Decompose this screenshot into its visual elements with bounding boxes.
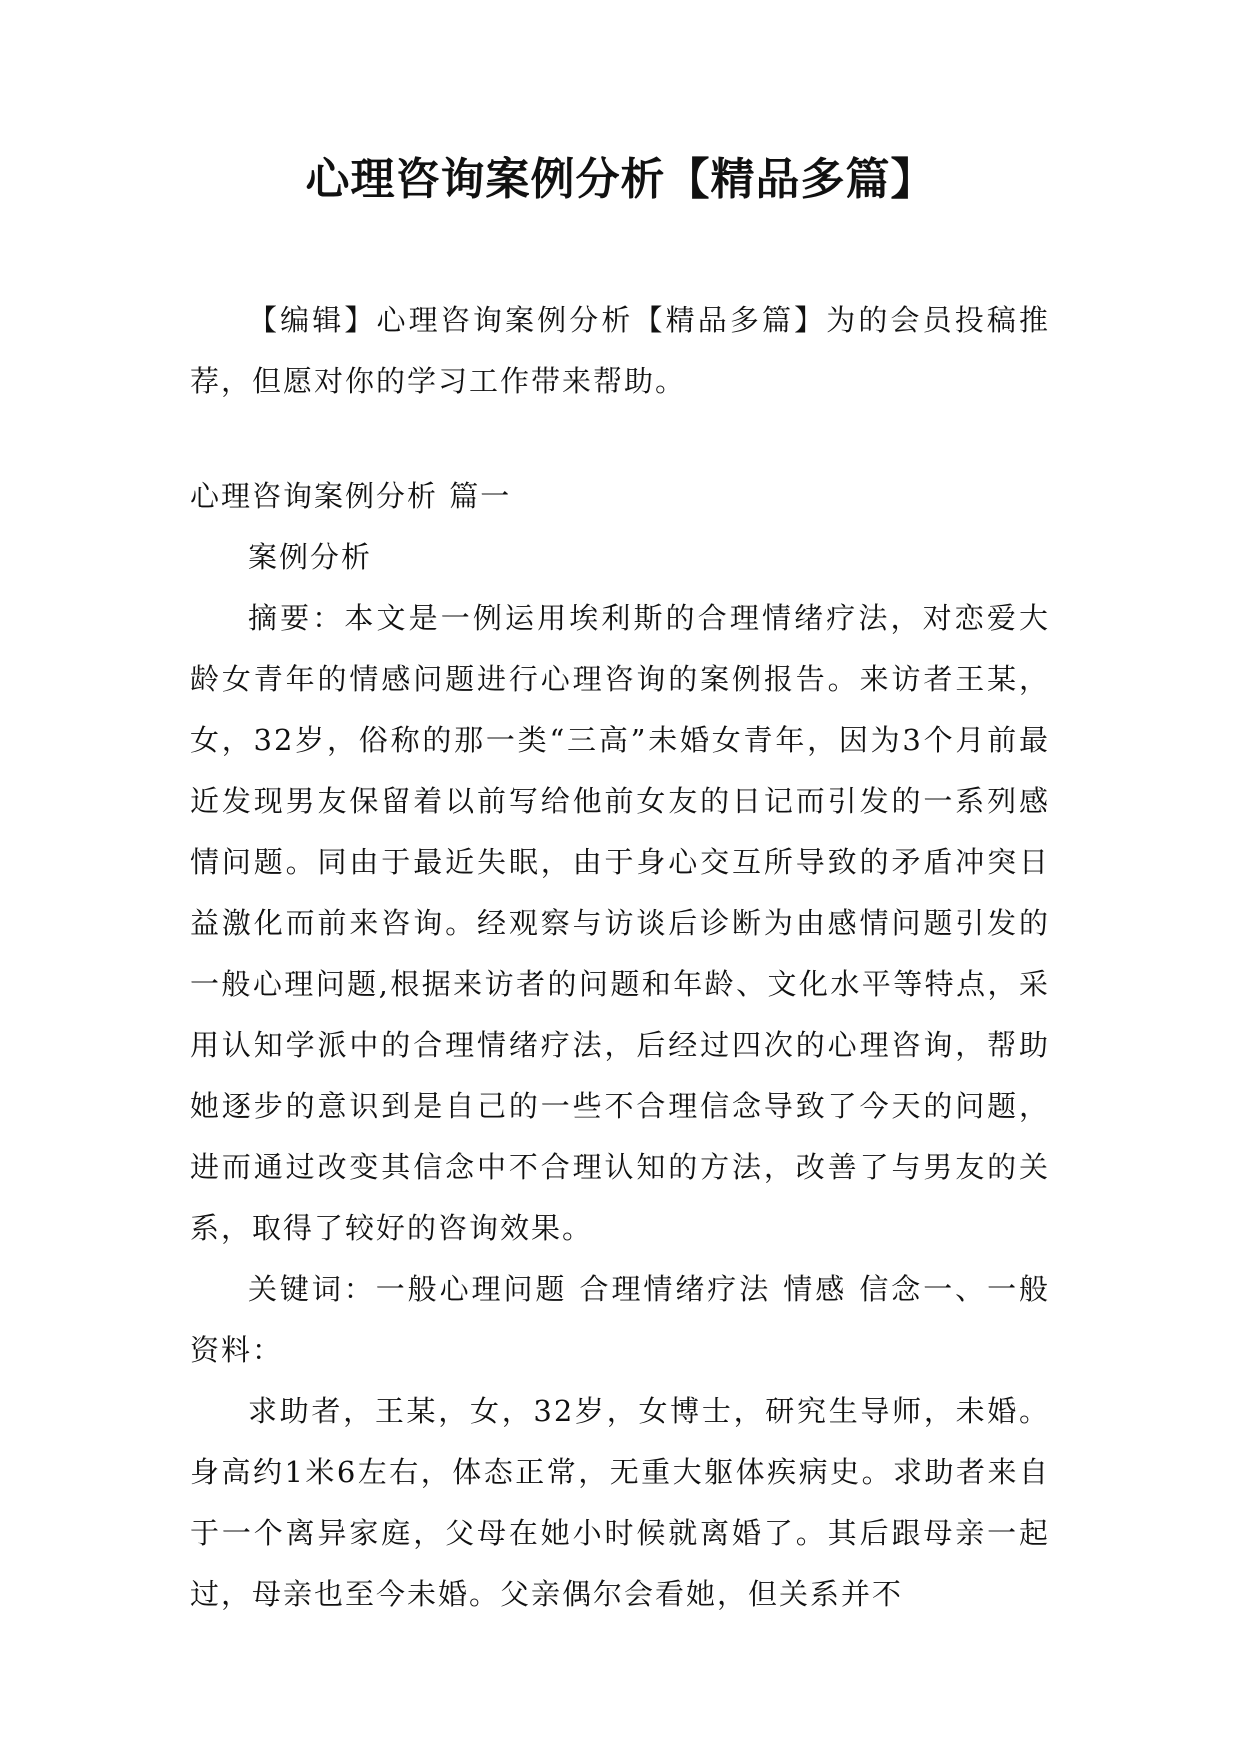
keywords-paragraph: 关键词：一般心理问题 合理情绪疗法 情感 信念一、一般资料： — [190, 1272, 1050, 1367]
document-title: 心理咨询案例分析【精品多篇】 — [305, 154, 936, 205]
subheading: 案例分析 — [248, 540, 373, 574]
section-heading: 心理咨询案例分析 篇一 — [190, 479, 512, 513]
intro-paragraph: 【编辑】心理咨询案例分析【精品多篇】为的会员投稿推荐，但愿对你的学习工作带来帮助。 — [190, 303, 1050, 398]
body-paragraph: 求助者，王某，女，32岁，女博士，研究生导师，未婚。身高约1米6左右，体态正常，无重大躯体疾病史。求助者来自于一个离异家庭，父母在她小时候就离婚了。其后跟母亲一起过，母亲也至今未婚。父亲偶尔会看她，但关系并不 — [190, 1394, 1050, 1611]
abstract-paragraph: 摘要：本文是一例运用埃利斯的合理情绪疗法，对恋爱大龄女青年的情感问题进行心理咨询的案例报告。来访者王某，女，32岁，俗称的那一类“三高”未婚女青年，因为3个月前最近发现男友保留着以前写给他前女友的日记而引发的一系列感情问题。同由于最近失眠，由于身心交互所导致的矛盾冲突日益激化而前来咨询。经观察与访谈后诊断为由感情问题引发的一般心理问题,根据来访者的问题和年龄、文化水平等特点，采用认知学派中的合理情绪疗法，后经过四次的心理咨询，帮助她逐步的意识到是自己的一些不合理信念导致了今天的问题，进而通过改变其信念中不合理认知的方法，改善了与男友的关系，取得了较好的咨询效果。 — [190, 601, 1050, 1245]
document-body — [190, 290, 1050, 1625]
